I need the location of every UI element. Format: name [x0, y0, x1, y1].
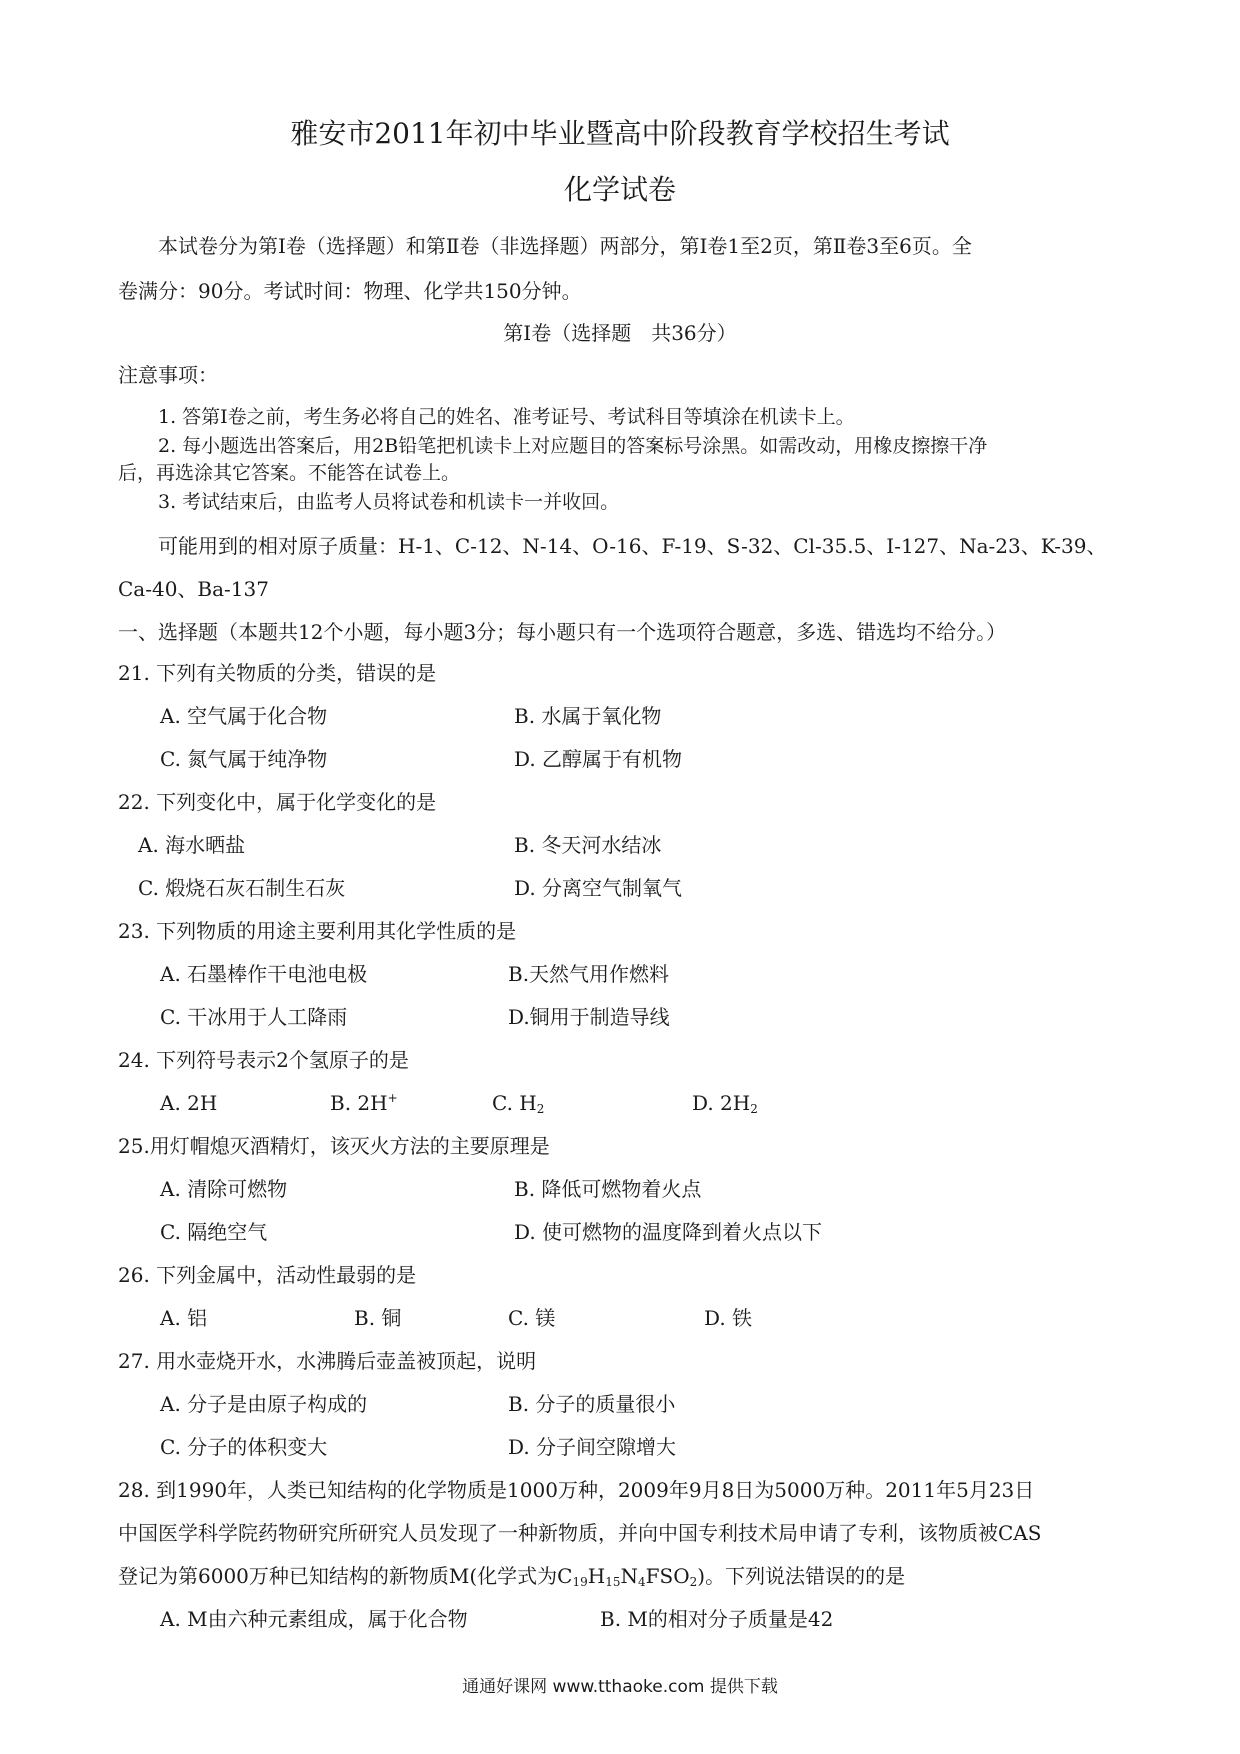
q21-option-c: C. 氮气属于纯净物	[160, 747, 328, 771]
q28-option-a: A. M由六种元素组成，属于化合物	[160, 1607, 468, 1631]
notice-item-3: 3. 考试结束后，由监考人员将试卷和机读卡一并收回。	[158, 491, 620, 513]
q21-option-a: A. 空气属于化合物	[160, 704, 328, 728]
q28-line-1: 28. 到1990年，人类已知结构的化学物质是1000万种，2009年9月8日为5000万种。2011年5月23日	[118, 1478, 1035, 1502]
q25-option-d: D. 使可燃物的温度降到着火点以下	[514, 1220, 823, 1244]
q25-option-a: A. 清除可燃物	[160, 1177, 288, 1201]
q27-option-c: C. 分子的体积变大	[160, 1435, 328, 1459]
q26-option-b: B. 铜	[354, 1306, 402, 1330]
notice-item-1: 1. 答第Ⅰ卷之前，考生务必将自己的姓名、准考证号、考试科目等填涂在机读卡上。	[158, 406, 855, 428]
q28-line-3	[118, 1563, 905, 1589]
q24-option-b	[330, 1090, 398, 1116]
q28-option-b: B. M的相对分子质量是42	[600, 1607, 834, 1631]
part1-heading: 一、选择题（本题共12个小题，每小题3分；每小题只有一个选项符合题意，多选、错选均不给分。）	[118, 620, 1007, 644]
q26-option-a: A. 铝	[160, 1306, 208, 1330]
q27-stem: 27. 用水壶烧开水，水沸腾后壶盖被顶起，说明	[118, 1349, 537, 1373]
q23-option-c: C. 干冰用于人工降雨	[160, 1005, 348, 1029]
q28-line-3-prefix: 登记为第6000万种已知结构的新物质M(化学式为C	[118, 1564, 573, 1588]
q22-option-a: A. 海水晒盐	[138, 833, 246, 857]
q26-option-d: D. 铁	[704, 1306, 753, 1330]
notice-item-2b: 后，再选涂其它答案。不能答在试卷上。	[118, 462, 461, 484]
q23-option-d: D.铜用于制造导线	[508, 1005, 670, 1029]
q24-option-b-charge: +	[387, 1091, 398, 1105]
q27-option-b: B. 分子的质量很小	[508, 1392, 676, 1416]
intro-line-2: 卷满分：90分。考试时间：物理、化学共150分钟。	[118, 279, 582, 303]
q25-option-b: B. 降低可燃物着火点	[514, 1177, 702, 1201]
q23-stem: 23. 下列物质的用途主要利用其化学性质的是	[118, 919, 517, 943]
formula-sub-15: 15	[605, 1575, 621, 1589]
q22-option-b: B. 冬天河水结冰	[514, 833, 662, 857]
q25-option-c: C. 隔绝空气	[160, 1220, 268, 1244]
q26-stem: 26. 下列金属中，活动性最弱的是	[118, 1263, 417, 1287]
download-footer: 通通好课网 www.tthaoke.com 提供下载	[462, 1677, 778, 1697]
q22-option-d: D. 分离空气制氧气	[514, 876, 683, 900]
formula-fso: FSO	[645, 1564, 690, 1588]
q23-option-b: B.天然气用作燃料	[508, 962, 670, 986]
q21-option-d: D. 乙醇属于有机物	[514, 747, 683, 771]
q24-option-b-text: B. 2H	[330, 1091, 388, 1115]
q22-option-c: C. 煅烧石灰石制生石灰	[138, 876, 346, 900]
q25-stem: 25.用灯帽熄灭酒精灯，该灭火方法的主要原理是	[118, 1134, 550, 1158]
q26-option-c: C. 镁	[508, 1306, 556, 1330]
q28-line-3-suffix: )。下列说法错误的的是	[697, 1564, 906, 1588]
formula-sub-19: 19	[572, 1575, 588, 1589]
formula-sub-4: 4	[638, 1575, 646, 1589]
q27-option-d: D. 分子间空隙增大	[508, 1435, 677, 1459]
formula-sub-2: 2	[689, 1575, 698, 1589]
q27-option-a: A. 分子是由原子构成的	[160, 1392, 368, 1416]
q24-option-c	[492, 1090, 544, 1116]
q24-option-d	[692, 1090, 758, 1116]
formula-n: N	[620, 1564, 638, 1588]
atomic-masses-line-1: 可能用到的相对原子质量：H-1、C-12、N-14、O-16、F-19、S-32、Cl-35.5、I-127、Na-23、K-39、	[158, 534, 1107, 558]
q24-option-d-subscript: 2	[750, 1102, 758, 1116]
atomic-masses-line-2: Ca-40、Ba-137	[118, 577, 269, 601]
q24-stem: 24. 下列符号表示2个氢原子的是	[118, 1048, 409, 1072]
exam-subtitle: 化学试卷	[563, 173, 676, 206]
q21-stem: 21. 下列有关物质的分类，错误的是	[118, 661, 437, 685]
exam-title: 雅安市2011年初中毕业暨高中阶段教育学校招生考试	[290, 117, 950, 150]
notice-item-2a: 2. 每小题选出答案后，用2B铅笔把机读卡上对应题目的答案标号涂黑。如需改动，用橡皮擦擦干净	[158, 435, 988, 457]
q24-option-c-subscript: 2	[536, 1102, 545, 1116]
notice-heading: 注意事项：	[118, 363, 218, 387]
section-title: 第Ⅰ卷（选择题 共36分）	[503, 321, 737, 345]
intro-line-1: 本试卷分为第Ⅰ卷（选择题）和第Ⅱ卷（非选择题）两部分，第Ⅰ卷1至2页，第Ⅱ卷3至6页。全	[158, 234, 972, 258]
q22-stem: 22. 下列变化中，属于化学变化的是	[118, 790, 437, 814]
q24-option-a: A. 2H	[160, 1091, 218, 1115]
q28-line-2: 中国医学科学院药物研究所研究人员发现了一种新物质，并向中国专利技术局申请了专利，该物质被CAS	[118, 1521, 1042, 1545]
q21-option-b: B. 水属于氧化物	[514, 704, 662, 728]
formula-h: H	[587, 1564, 606, 1588]
q24-option-d-text: D. 2H	[692, 1091, 751, 1115]
q24-option-c-text: C. H	[492, 1091, 537, 1115]
q23-option-a: A. 石墨棒作干电池电极	[160, 962, 368, 986]
